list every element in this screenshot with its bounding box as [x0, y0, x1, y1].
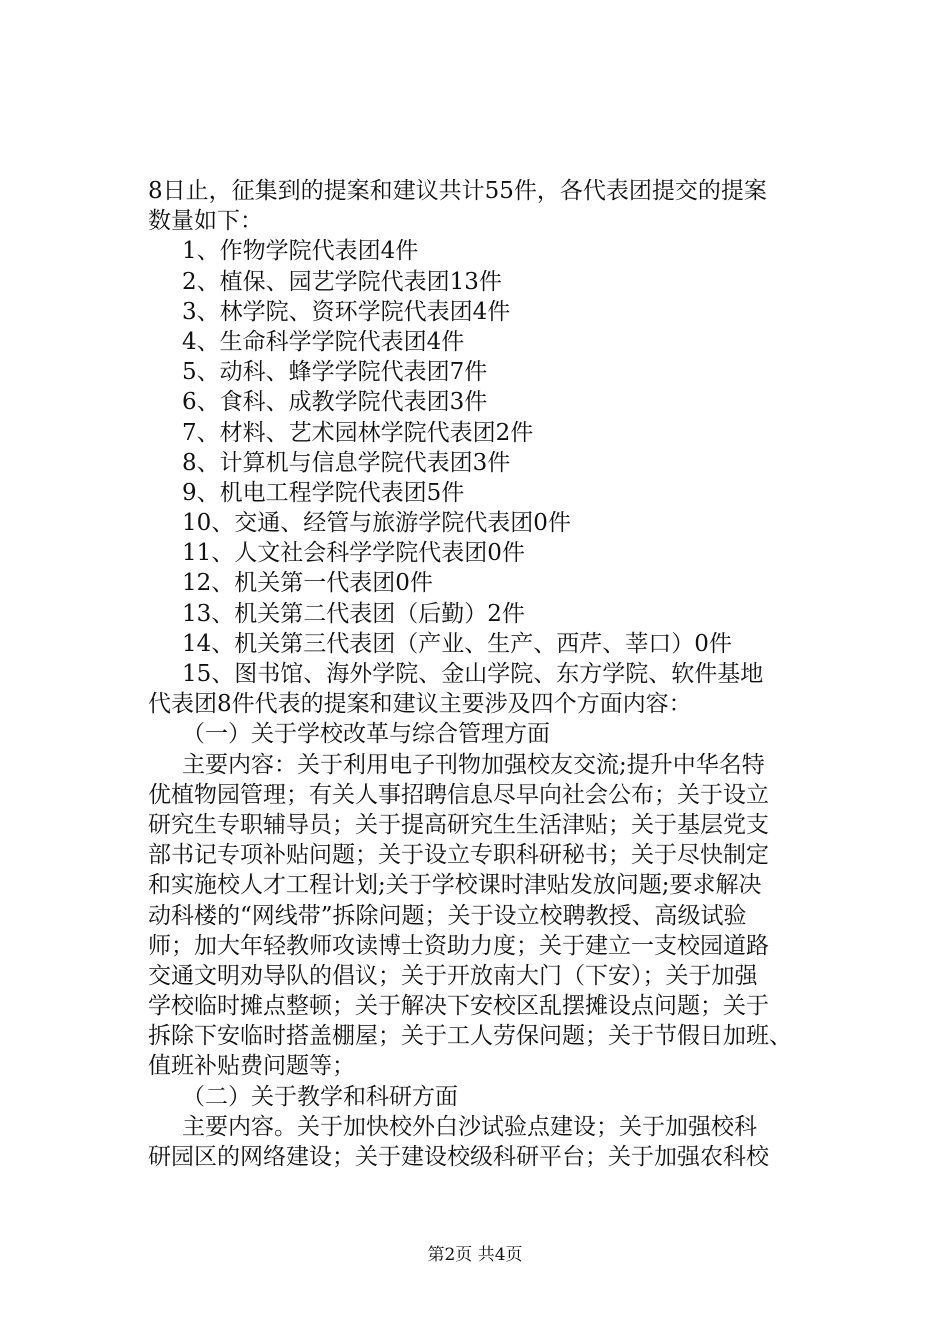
paragraph-line: 动科楼的“网线带”拆除问题；关于设立校聘教授、高级试验	[148, 902, 747, 929]
document-body	[148, 176, 832, 1172]
paragraph-line: 师；加大年轻教师攻读博士资助力度；关于建立一支校园道路	[148, 932, 769, 959]
list-item: 13、机关第二代表团（后勤）2件	[182, 600, 525, 627]
list-item: 5、动科、蜂学学院代表团7件	[182, 359, 488, 386]
paragraph-line: 拆除下安临时搭盖棚屋；关于工人劳保问题；关于节假日加班、	[148, 1023, 792, 1050]
paragraph-line: 交通文明劝导队的倡议；关于开放南大门（下安）；关于加强	[148, 962, 758, 989]
section-heading: （二）关于教学和科研方面	[182, 1083, 458, 1110]
list-item: 15、图书馆、海外学院、金山学院、东方学院、软件基地	[182, 661, 764, 687]
paragraph-line	[148, 176, 832, 206]
list-item: 9、机电工程学院代表团5件	[182, 479, 465, 506]
paragraph-line: 数量如下：	[148, 208, 263, 235]
paragraph-line: 和实施校人才工程计划;关于学校课时津贴发放问题;要求解决	[148, 872, 762, 899]
list-item: 1、作物学院代表团4件	[182, 238, 419, 265]
list-item: 7、材料、艺术园林学院代表团2件	[182, 419, 534, 446]
paragraph-line: 主要内容：关于利用电子刊物加强校友交流;提升中华名特	[182, 751, 765, 778]
list-item: 14、机关第三代表团（产业、生产、西芹、莘口）0件	[182, 630, 732, 657]
list-item: 12、机关第一代表团0件	[182, 570, 433, 597]
list-item: 2、植保、园艺学院代表团13件	[182, 268, 502, 295]
paragraph-line: 部书记专项补贴问题；关于设立专职科研秘书；关于尽快制定	[148, 842, 769, 869]
page-footer: 第2页 共4页	[427, 1245, 523, 1265]
paragraph-line: 研园区的网络建设；关于建设校级科研平台；关于加强农科校	[148, 1144, 769, 1170]
list-item: 8、计算机与信息学院代表团3件	[182, 449, 511, 476]
text-run: 8日止，征集到的提案和建议共计55件，各代表团提交的提案	[148, 178, 767, 204]
list-item: 10、交通、经管与旅游学院代表团0件	[182, 510, 571, 537]
list-item: 11、人文社会科学学院代表团0件	[182, 540, 525, 567]
paragraph-line: 代表团8件代表的提案和建议主要涉及四个方面内容：	[148, 691, 692, 718]
paragraph-line: 值班补贴费问题等；	[148, 1053, 355, 1080]
paragraph-line: 学校临时摊点整顿；关于解决下安校区乱摆摊设点问题；关于	[148, 993, 769, 1020]
section-heading: （一）关于学校改革与综合管理方面	[182, 721, 550, 748]
list-item: 6、食科、成教学院代表团3件	[182, 389, 488, 416]
paragraph-line: 优植物园管理；有关人事招聘信息尽早向社会公布；关于设立	[148, 781, 769, 808]
paragraph-line: 主要内容。关于加快校外白沙试验点建设；关于加强校科	[182, 1113, 757, 1140]
list-item: 4、生命科学学院代表团4件	[182, 328, 465, 355]
paragraph-line: 研究生专职辅导员；关于提高研究生生活津贴；关于基层党支	[148, 811, 769, 838]
list-item: 3、林学院、资环学院代表团4件	[182, 298, 511, 325]
